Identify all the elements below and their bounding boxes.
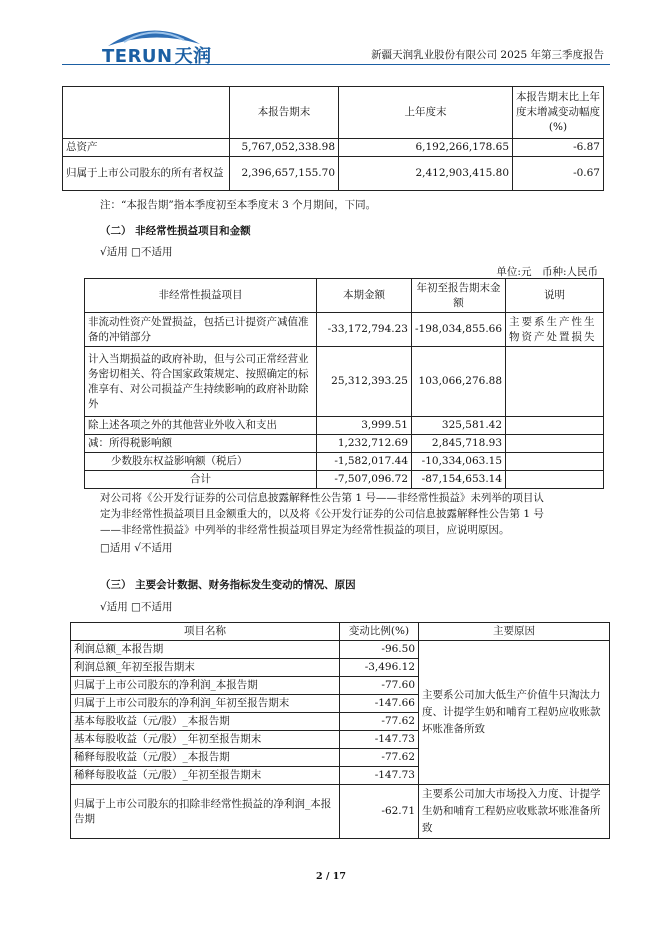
t2-cell <box>506 417 604 435</box>
t1-cell: 5,767,052,338.98 <box>230 139 339 157</box>
balance-table <box>62 86 604 191</box>
t2-cell: 主要系生产性生物资产处置损失 <box>506 313 604 347</box>
table-row <box>63 157 604 191</box>
t1-cell: 总资产 <box>63 139 230 157</box>
t2-cell <box>506 347 604 417</box>
t2-cell: -87,154,653.14 <box>412 471 506 489</box>
t2-cell: 2,845,718.93 <box>412 435 506 453</box>
table-row <box>63 139 604 157</box>
t2-header-1: 本期金额 <box>317 279 412 313</box>
section3-title: （三） 主要会计数据、财务指标发生变动的情况、原因 <box>100 579 356 591</box>
t2-header-3: 说明 <box>506 279 604 313</box>
t2-cell: -198,034,855.66 <box>412 313 506 347</box>
t2-cell: 少数股东权益影响额（税后） <box>85 453 317 471</box>
t3-reason-cell: 主要系公司加大低生产价值牛只淘汰力度、计提学生奶和哺育工程奶应收账款坏账准备所致 <box>419 641 610 785</box>
changes-table <box>70 622 610 839</box>
t2-cell: 计入当期损益的政府补助，但与公司正常经营业务密切相关、符合国家政策规定、按照确定的标准享有、对公司损益产生持续影响的政府补助除外 <box>85 347 317 417</box>
t3-cell: 归属于上市公司股东的净利润_年初至报告期末 <box>71 695 340 713</box>
explain-line: ——非经常性损益》中列举的非经常性损益项目界定为经常性损益的项目，应说明原因。 <box>100 524 510 536</box>
table-row <box>85 435 604 453</box>
t2-cell: 103,066,276.88 <box>412 347 506 417</box>
table-row <box>85 471 604 489</box>
table-row <box>85 417 604 435</box>
t2-cell <box>506 471 604 489</box>
section3-applicable: √适用 □不适用 <box>100 601 173 613</box>
logo-cn: 天润 <box>174 46 212 67</box>
t2-header-0: 非经常性损益项目 <box>85 279 317 313</box>
t3-cell: 稀释每股收益（元/股）_本报告期 <box>71 749 340 767</box>
t2-cell <box>506 435 604 453</box>
table-row <box>71 641 610 659</box>
t3-cell: 利润总额_年初至报告期末 <box>71 659 340 677</box>
logo-latin: TERUN <box>102 46 173 67</box>
nonrecurring-table <box>84 278 604 489</box>
t1-header-1: 本报告期末 <box>230 87 339 139</box>
t1-cell: 归属于上市公司股东的所有者权益 <box>63 157 230 191</box>
explain-paragraph <box>100 490 544 538</box>
table-row <box>85 347 604 417</box>
t3-cell: -77.60 <box>340 677 419 695</box>
section2-applicable: √适用 □不适用 <box>100 246 173 258</box>
note-text: 注：“本报告期”指本季度初至本季度末 3 个月期间，下同。 <box>100 199 377 211</box>
t2-cell: 3,999.51 <box>317 417 412 435</box>
t1-cell: -6.87 <box>513 139 604 157</box>
t2-cell <box>506 453 604 471</box>
page-number: 2 / 17 <box>316 871 346 882</box>
table-row <box>71 785 610 839</box>
t1-cell: 6,192,266,178.65 <box>339 139 513 157</box>
t3-cell: -96.50 <box>340 641 419 659</box>
t1-cell: 2,412,903,415.80 <box>339 157 513 191</box>
t2-cell: -7,507,096.72 <box>317 471 412 489</box>
t2-cell: 除上述各项之外的其他营业外收入和支出 <box>85 417 317 435</box>
t2-header-2: 年初至报告期末金额 <box>412 279 506 313</box>
t1-header-2: 上年度末 <box>339 87 513 139</box>
t3-cell: 基本每股收益（元/股）_年初至报告期末 <box>71 731 340 749</box>
table-row <box>85 453 604 471</box>
t3-cell: -77.62 <box>340 713 419 731</box>
header-divider <box>62 64 610 65</box>
t2-cell: -1,582,017.44 <box>317 453 412 471</box>
explain-line: 对公司将《公开发行证券的公司信息披露解释性公告第 1 号——非经常性损益》未列举的项目认 <box>100 492 544 504</box>
section2-applicable2: □适用 √不适用 <box>100 542 173 554</box>
t3-cell: 基本每股收益（元/股）_本报告期 <box>71 713 340 731</box>
t2-cell: 减：所得税影响额 <box>85 435 317 453</box>
t1-cell: 2,396,657,155.70 <box>230 157 339 191</box>
t1-header-0 <box>63 87 230 139</box>
t3-header-1: 变动比例(%) <box>340 623 419 641</box>
t3-cell: -147.73 <box>340 731 419 749</box>
table-row <box>85 313 604 347</box>
t2-cell: 合计 <box>85 471 317 489</box>
t2-cell: 25,312,393.25 <box>317 347 412 417</box>
t2-cell: 1,232,712.69 <box>317 435 412 453</box>
t3-cell: -3,496.12 <box>340 659 419 677</box>
t3-header-0: 项目名称 <box>71 623 340 641</box>
unit-label: 单位:元 币种:人民币 <box>496 266 598 278</box>
header-title: 新疆天润乳业股份有限公司 2025 年第三季度报告 <box>371 49 604 61</box>
t2-cell: -10,334,063.15 <box>412 453 506 471</box>
t3-cell: -147.73 <box>340 767 419 785</box>
t3-reason-cell: 主要系公司加大市场投入力度、计提学生奶和哺育工程奶应收账款坏账准备所致 <box>419 785 610 839</box>
t3-cell: 利润总额_本报告期 <box>71 641 340 659</box>
t3-header-2: 主要原因 <box>419 623 610 641</box>
t3-cell: 归属于上市公司股东的扣除非经常性损益的净利润_本报告期 <box>71 785 340 839</box>
explain-line: 定为非经常性损益项目且金额重大的，以及将《公开发行证券的公司信息披露解释性公告第 1 号 <box>100 508 544 520</box>
t3-cell: -62.71 <box>340 785 419 839</box>
t1-header-3: 本报告期末比上年度末增减变动幅度(%) <box>513 87 604 139</box>
t3-cell: 归属于上市公司股东的净利润_本报告期 <box>71 677 340 695</box>
section2-title: （二） 非经常性损益项目和金额 <box>100 225 251 237</box>
t2-cell: 非流动性资产处置损益，包括已计提资产减值准备的冲销部分 <box>85 313 317 347</box>
t3-cell: -77.62 <box>340 749 419 767</box>
t2-cell: 325,581.42 <box>412 417 506 435</box>
t1-cell: -0.67 <box>513 157 604 191</box>
t3-cell: 稀释每股收益（元/股）_年初至报告期末 <box>71 767 340 785</box>
t3-cell: -147.66 <box>340 695 419 713</box>
t2-cell: -33,172,794.23 <box>317 313 412 347</box>
